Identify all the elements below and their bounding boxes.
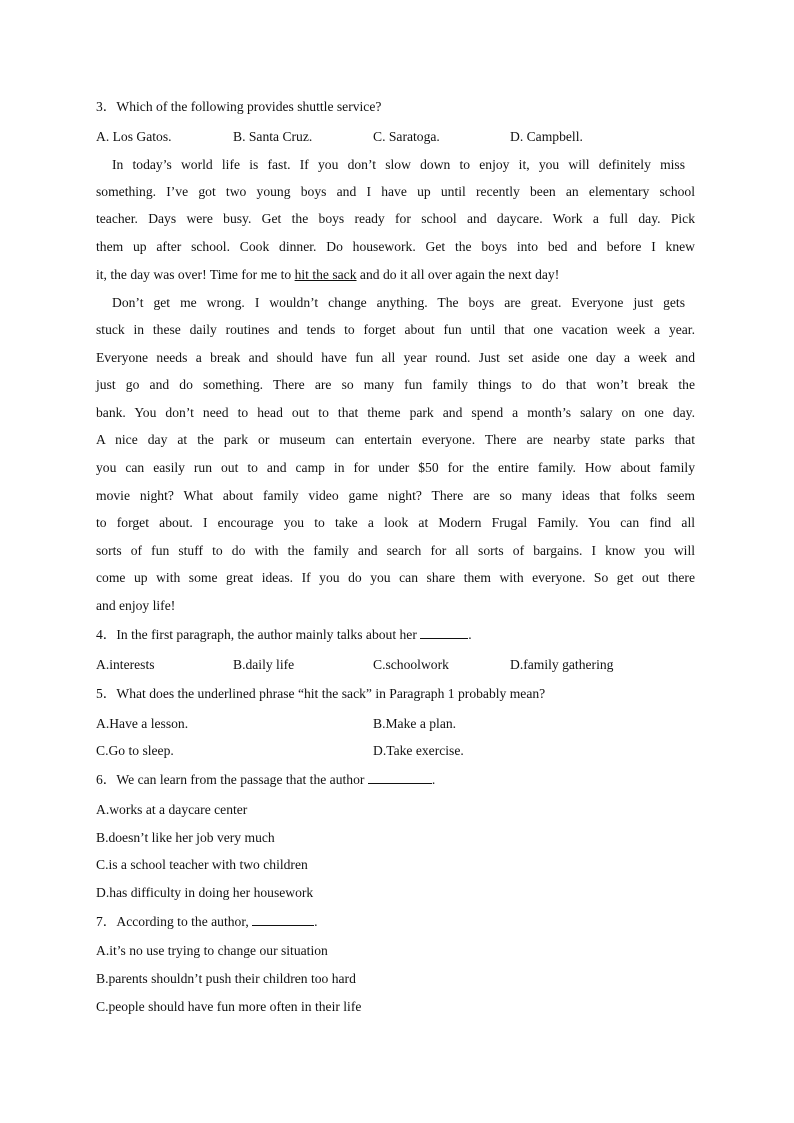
q3-option-a: A. Los Gatos. bbox=[96, 129, 172, 144]
q6-option-a: A.works at a daycare center bbox=[96, 802, 248, 817]
passage-line: A nice day at the park or museum can entertain everyone. There are nearby state parks that bbox=[96, 432, 695, 447]
answer-blank bbox=[368, 771, 432, 784]
passage-line: you can easily run out to and camp in for under $50 for the entire family. How about family bbox=[96, 460, 695, 475]
q5-option-c: C.Go to sleep. bbox=[96, 743, 174, 758]
passage-line: it, the day was over! Time for me to hit the sack and do it all over again the next day! bbox=[96, 267, 560, 282]
passage-line: and enjoy life! bbox=[96, 598, 176, 613]
passage-line: just go and do something. There are so many fun family things to do that won’t break the bbox=[96, 377, 695, 392]
q6-option-d: D.has difficulty in doing her housework bbox=[96, 885, 314, 900]
q5-option-a: A.Have a lesson. bbox=[96, 716, 189, 731]
q6-option-b: B.doesn’t like her job very much bbox=[96, 830, 275, 845]
passage-line: teacher. Days were busy. Get the boys ready for school and daycare. Work a full day. Pick bbox=[96, 211, 695, 226]
q5-option-b: B.Make a plan. bbox=[373, 716, 457, 731]
passage-line: to forget about. I encourage you to take a look at Modern Frugal Family. You can find all bbox=[96, 515, 695, 530]
question-6: 6．We can learn from the passage that the author . bbox=[96, 772, 436, 787]
q4-option-d: D.family gathering bbox=[510, 657, 614, 672]
passage-line: Don’t get me wrong. I wouldn’t change anything. The boys are great. Everyone just gets bbox=[112, 295, 685, 310]
passage-line: them up after school. Cook dinner. Do housework. Get the boys into bed and before I knew bbox=[96, 239, 695, 254]
passage-line: sorts of fun stuff to do with the family and search for all sorts of bargains. I know you will bbox=[96, 543, 695, 558]
passage-line: In today’s world life is fast. If you don’t slow down to enjoy it, you will definitely miss bbox=[112, 157, 685, 172]
passage-line: Everyone needs a break and should have fun all year round. Just set aside one day a week and bbox=[96, 350, 695, 365]
question-3: 3．Which of the following provides shuttle service? bbox=[96, 99, 382, 114]
passage-line: something. I’ve got two young boys and I have up until recently been an elementary school bbox=[96, 184, 695, 199]
passage-line: stuck in these daily routines and tends to forget about fun until that one vacation week a year. bbox=[96, 322, 695, 337]
q3-option-c: C. Saratoga. bbox=[373, 129, 440, 144]
q6-option-c: C.is a school teacher with two children bbox=[96, 857, 308, 872]
q7-option-c: C.people should have fun more often in their life bbox=[96, 999, 362, 1014]
q4-option-c: C.schoolwork bbox=[373, 657, 449, 672]
q7-option-b: B.parents shouldn’t push their children too hard bbox=[96, 971, 356, 986]
q3-option-b: B. Santa Cruz. bbox=[233, 129, 313, 144]
q5-option-d: D.Take exercise. bbox=[373, 743, 464, 758]
passage-line: movie night? What about family video game night? There are so many ideas that folks seem bbox=[96, 488, 695, 503]
q4-option-b: B.daily life bbox=[233, 657, 295, 672]
question-7: 7．According to the author, . bbox=[96, 914, 318, 929]
passage-line: come up with some great ideas. If you do you can share them with everyone. So get out there bbox=[96, 570, 695, 585]
underlined-phrase: hit the sack bbox=[294, 267, 357, 282]
question-5: 5．What does the underlined phrase “hit the sack” in Paragraph 1 probably mean? bbox=[96, 686, 546, 701]
answer-blank bbox=[252, 913, 314, 926]
passage-line: bank. You don’t need to head out to that theme park and spend a month’s salary on one day. bbox=[96, 405, 695, 420]
q3-option-d: D. Campbell. bbox=[510, 129, 583, 144]
q4-option-a: A.interests bbox=[96, 657, 155, 672]
q7-option-a: A.it’s no use trying to change our situation bbox=[96, 943, 328, 958]
question-4: 4．In the first paragraph, the author mainly talks about her . bbox=[96, 627, 472, 642]
answer-blank bbox=[420, 626, 468, 639]
